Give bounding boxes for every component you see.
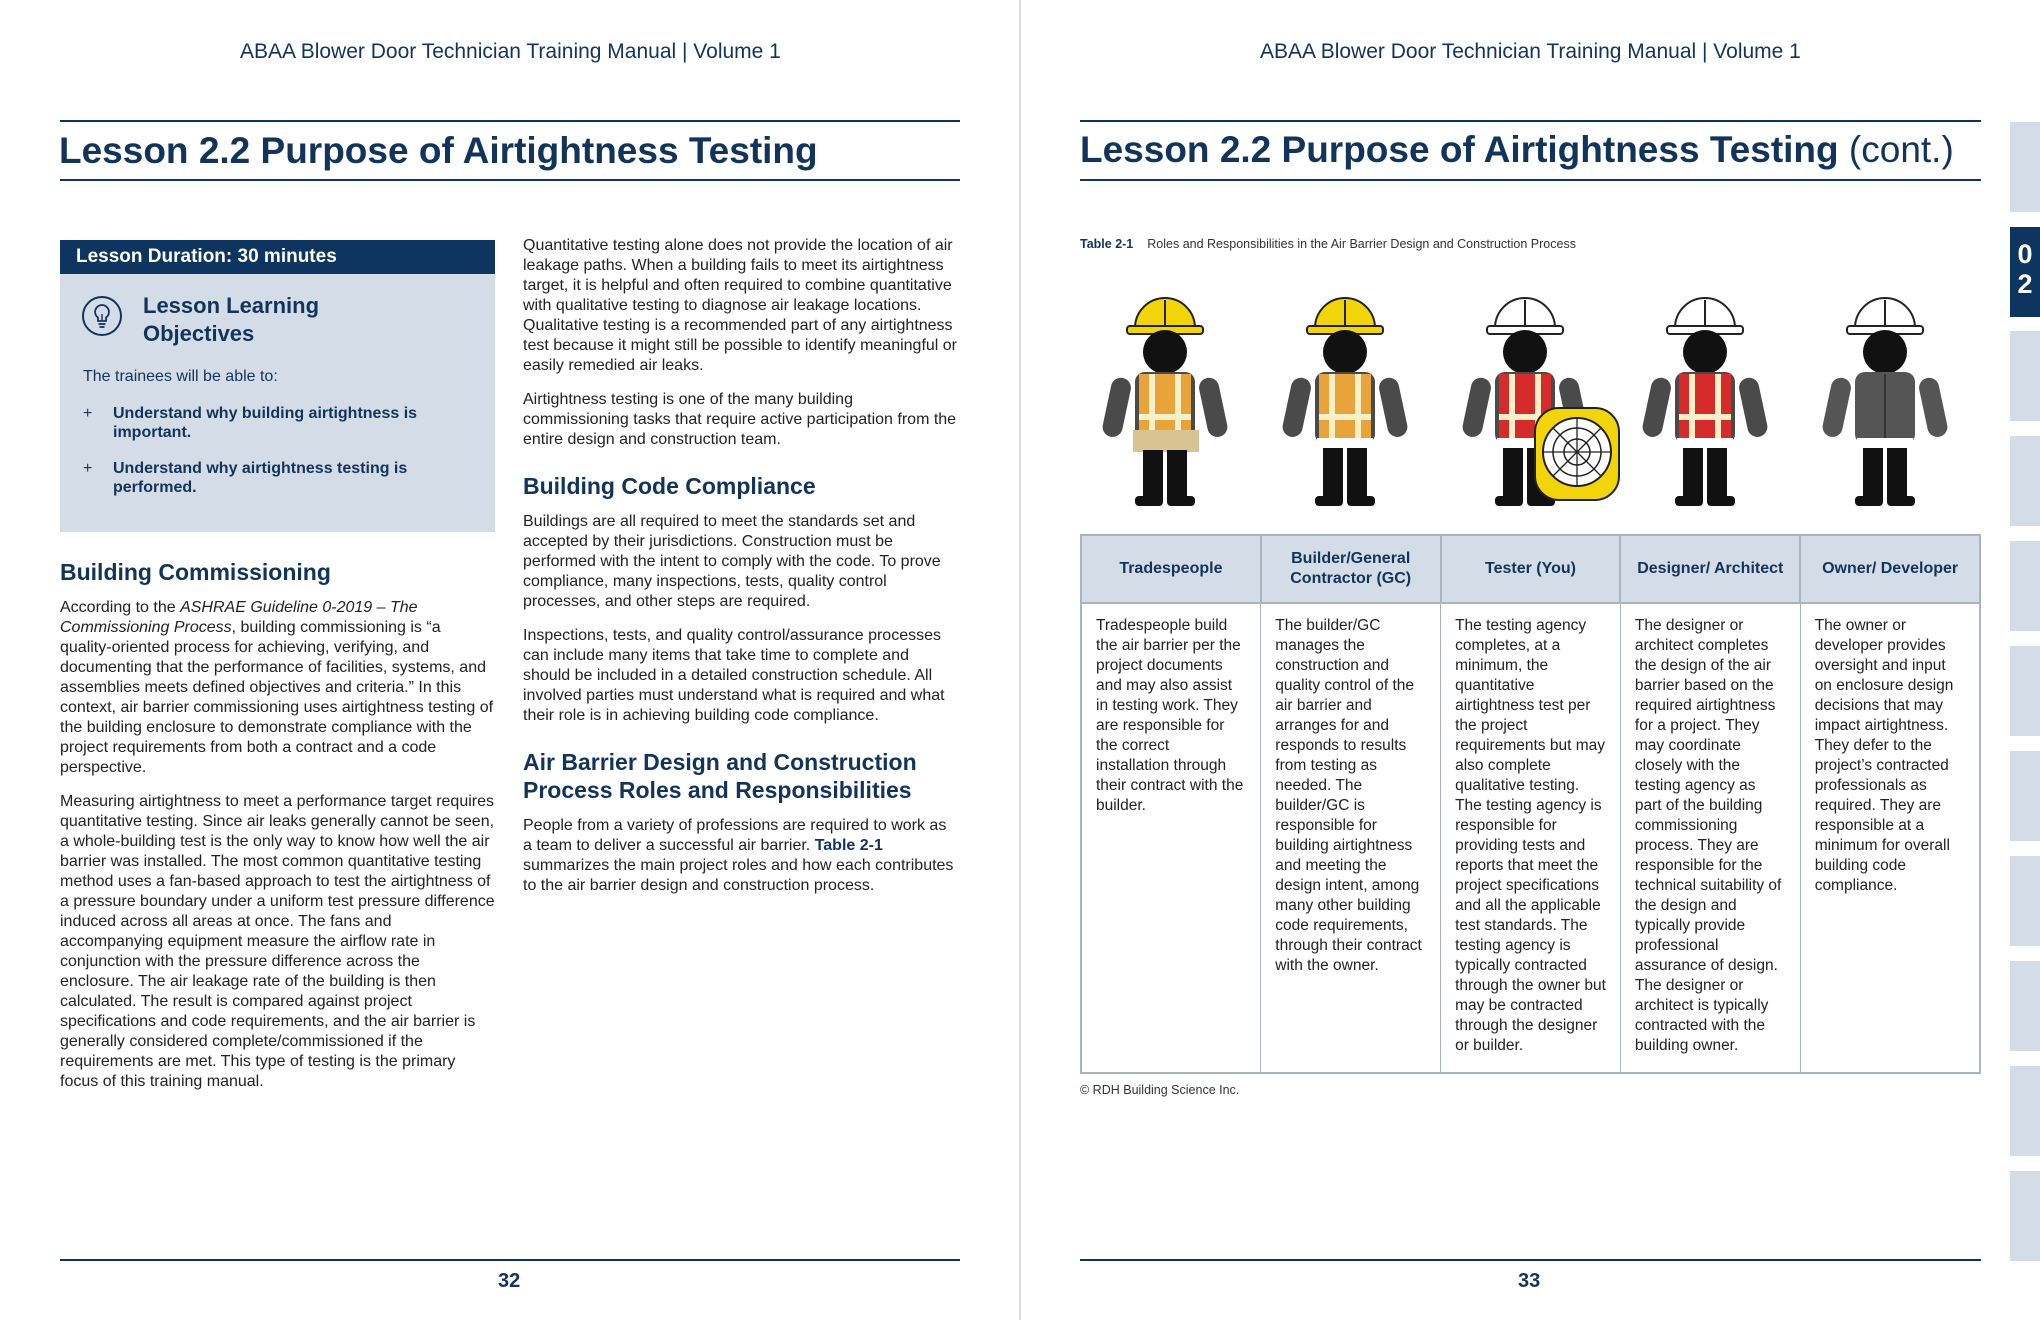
roles-table: [1080, 534, 1981, 1074]
blower-fan-icon: [1535, 408, 1619, 500]
title-rule-top-right: [1080, 120, 1981, 122]
footer-rule-left: [60, 1259, 960, 1261]
page-number-right: 33: [1518, 1270, 1541, 1292]
table-2-1-link[interactable]: Table 2-1: [814, 837, 883, 854]
owner-figure: [1821, 298, 1950, 506]
table-header-cell: Tester (You): [1441, 535, 1621, 603]
lightbulb-icon: [82, 296, 122, 336]
tester-figure: [1461, 298, 1619, 506]
lesson-title: Lesson 2.2 Purpose of Airtightness Testing: [59, 130, 818, 171]
table-caption: Table 2-1 Roles and Responsibilities in the Air Barrier Design and Construction Process: [1080, 237, 1576, 251]
title-rule-top: [60, 120, 960, 122]
column-two: [523, 236, 959, 910]
table-header-row: [1081, 535, 1980, 603]
title-rule-bottom-right: [1080, 179, 1981, 181]
chapter-tab-active[interactable]: 0 2: [2010, 227, 2040, 317]
lesson-title-cont: Lesson 2.2 Purpose of Airtightness Testing (cont.): [1080, 129, 1954, 170]
chapter-tab[interactable]: [2010, 541, 2040, 631]
code-paragraph-1: Buildings are all required to meet the standards set and accepted by their jurisdictions. Construction must be performed with the intent to comply with the code. To prove compliance, many inspections, tests, quality control processes, and other steps are required.: [523, 513, 941, 610]
objectives-title: Lesson Learning Objectives: [143, 293, 320, 346]
chapter-tab[interactable]: [2010, 856, 2040, 946]
title-rule-bottom: [60, 179, 960, 181]
chapter-tab[interactable]: [2010, 646, 2040, 736]
chapter-tab[interactable]: [2010, 1066, 2040, 1156]
code-paragraph-2: Inspections, tests, and quality control/assurance processes can include many items that take time to complete and should be included in a detailed construction schedule. All involved parties must understand what is required and what their role is in achieving building code compliance.: [523, 627, 945, 724]
chapter-tab[interactable]: [2010, 961, 2040, 1051]
builder-figure: [1281, 298, 1410, 506]
section-heading-roles: Air Barrier Design and Construction Process Roles and Responsibilities: [523, 749, 917, 803]
table-cell: The designer or architect completes the design of the air barrier based on the required airtightness for a project. They may coordinate closely with the testing agency as part of the building commissioning process. They are responsible for the technical suitability of the design and typically provide professional assurance of design. The designer or architect is typically contracted with the building owner.: [1620, 603, 1800, 1073]
table-row: [1081, 603, 1980, 1073]
chapter-tab[interactable]: [2010, 1171, 2040, 1261]
table-cell: The testing agency completes, at a minimum, the quantitative airtightness test per the project requirements but may also complete qualitative testing. The testing agency is responsible for providing tests and reports that meet the project specifications and all the applicable test standards. The testing agency is typically contracted through the owner but may be contracted through the designer or builder.: [1441, 603, 1621, 1073]
objective-item: + Understand why airtightness testing is performed.: [83, 460, 408, 496]
table-header-cell: Designer/ Architect: [1620, 535, 1800, 603]
hard-hat-icon: [1667, 298, 1743, 334]
page-spine: [1019, 0, 1021, 1320]
hard-hat-icon: [1487, 298, 1563, 334]
section-heading-commissioning: Building Commissioning: [60, 559, 331, 585]
designer-figure: [1641, 298, 1770, 506]
table-header-cell: Owner/ Developer: [1800, 535, 1980, 603]
table-header-cell: Tradespeople: [1081, 535, 1261, 603]
table-cell: The owner or developer provides oversight and input on enclosure design decisions that may impact airtightness. They defer to the project’s contracted professionals as required. They are responsible at a minimum for overall building code compliance.: [1800, 603, 1980, 1073]
chapter-tab[interactable]: [2010, 751, 2040, 841]
tradesperson-figure: [1101, 298, 1230, 506]
objective-item: + Understand why building airtightness is important.: [83, 405, 418, 441]
section-heading-code-compliance: Building Code Compliance: [523, 473, 816, 499]
commissioning-paragraph-1: According to the ASHRAE Guideline 0-2019 – The Commissioning Process, building commissioning is “a quality-oriented process for achieving, verifying, and documenting that the performance of facilities, systems, and assemblies meets defined objectives and criteria.” In this context, air barrier commissioning uses airtightness testing of the building enclosure to demonstrate compliance with the project requirements from both a contract and a code perspective.: [60, 599, 494, 776]
image-credit: © RDH Building Science Inc.: [1080, 1083, 1240, 1097]
table-cell: The builder/GC manages the construction and quality control of the air barrier and arranges for and responds to results from testing as needed. The builder/GC is responsible for building airtightness and meeting the design intent, among many other building code requirements, through their contract with the owner.: [1261, 603, 1441, 1073]
column-one: [60, 558, 495, 1106]
footer-rule-right: [1080, 1259, 1981, 1261]
table-header-cell: Builder/General Contractor (GC): [1261, 535, 1441, 603]
chapter-tab[interactable]: [2010, 122, 2040, 212]
objectives-box: [60, 240, 495, 532]
commissioning-tasks-paragraph: Airtightness testing is one of the many building commissioning tasks that require active participation from the entire design and construction team.: [523, 391, 957, 448]
hard-hat-icon: [1847, 298, 1923, 334]
running-head-left: ABAA Blower Door Technician Training Manual | Volume 1: [240, 40, 781, 63]
chapter-tab[interactable]: [2010, 436, 2040, 526]
roles-paragraph: People from a variety of professions are required to work as a team to deliver a successful air barrier. Table 2-1 summarizes the main project roles and how each contributes to the air barrier design and construction process.: [523, 817, 954, 894]
roles-illustration: [1080, 280, 1980, 510]
commissioning-paragraph-2: Measuring airtightness to meet a performance target requires quantitative testing. Since air leaks generally cannot be seen, a whole-building test is the only way to know how well the air barrier was installed. The most common quantitative testing method uses a fan-based approach to test the airtightness of a pressure boundary under a uniform test pressure difference induced across all areas at once. The fans and accompanying equipment measure the airflow rate in conjunction with the pressure difference across the enclosure. The air leakage rate of the building is then calculated. The result is compared against project specifications and code requirements, and the air barrier is generally considered complete/commissioned if the requirements are met. This type of testing is the primary focus of this training manual.: [60, 793, 495, 1090]
lesson-duration: Lesson Duration: 30 minutes: [60, 240, 495, 274]
objectives-intro: The trainees will be able to:: [83, 368, 278, 385]
hard-hat-icon: [1307, 298, 1383, 334]
table-cell: Tradespeople build the air barrier per the project documents and may also assist in testing work. They are responsible for the correct installation through their contract with the builder.: [1081, 603, 1261, 1073]
running-head-right: ABAA Blower Door Technician Training Manual | Volume 1: [1260, 40, 1801, 63]
hard-hat-icon: [1127, 298, 1203, 334]
page-number-left: 32: [498, 1270, 521, 1292]
qualitative-paragraph: Quantitative testing alone does not provide the location of air leakage paths. When a building fails to meet its airtightness target, it is helpful and often required to combine quantitative with qualitative testing to diagnose air leakage locations. Qualitative testing is a recommended part of any airtightness test because it might still be possible to identify meaningful or easily remedied air leaks.: [523, 237, 958, 374]
chapter-tab[interactable]: [2010, 331, 2040, 421]
left-page: [0, 0, 1019, 1320]
